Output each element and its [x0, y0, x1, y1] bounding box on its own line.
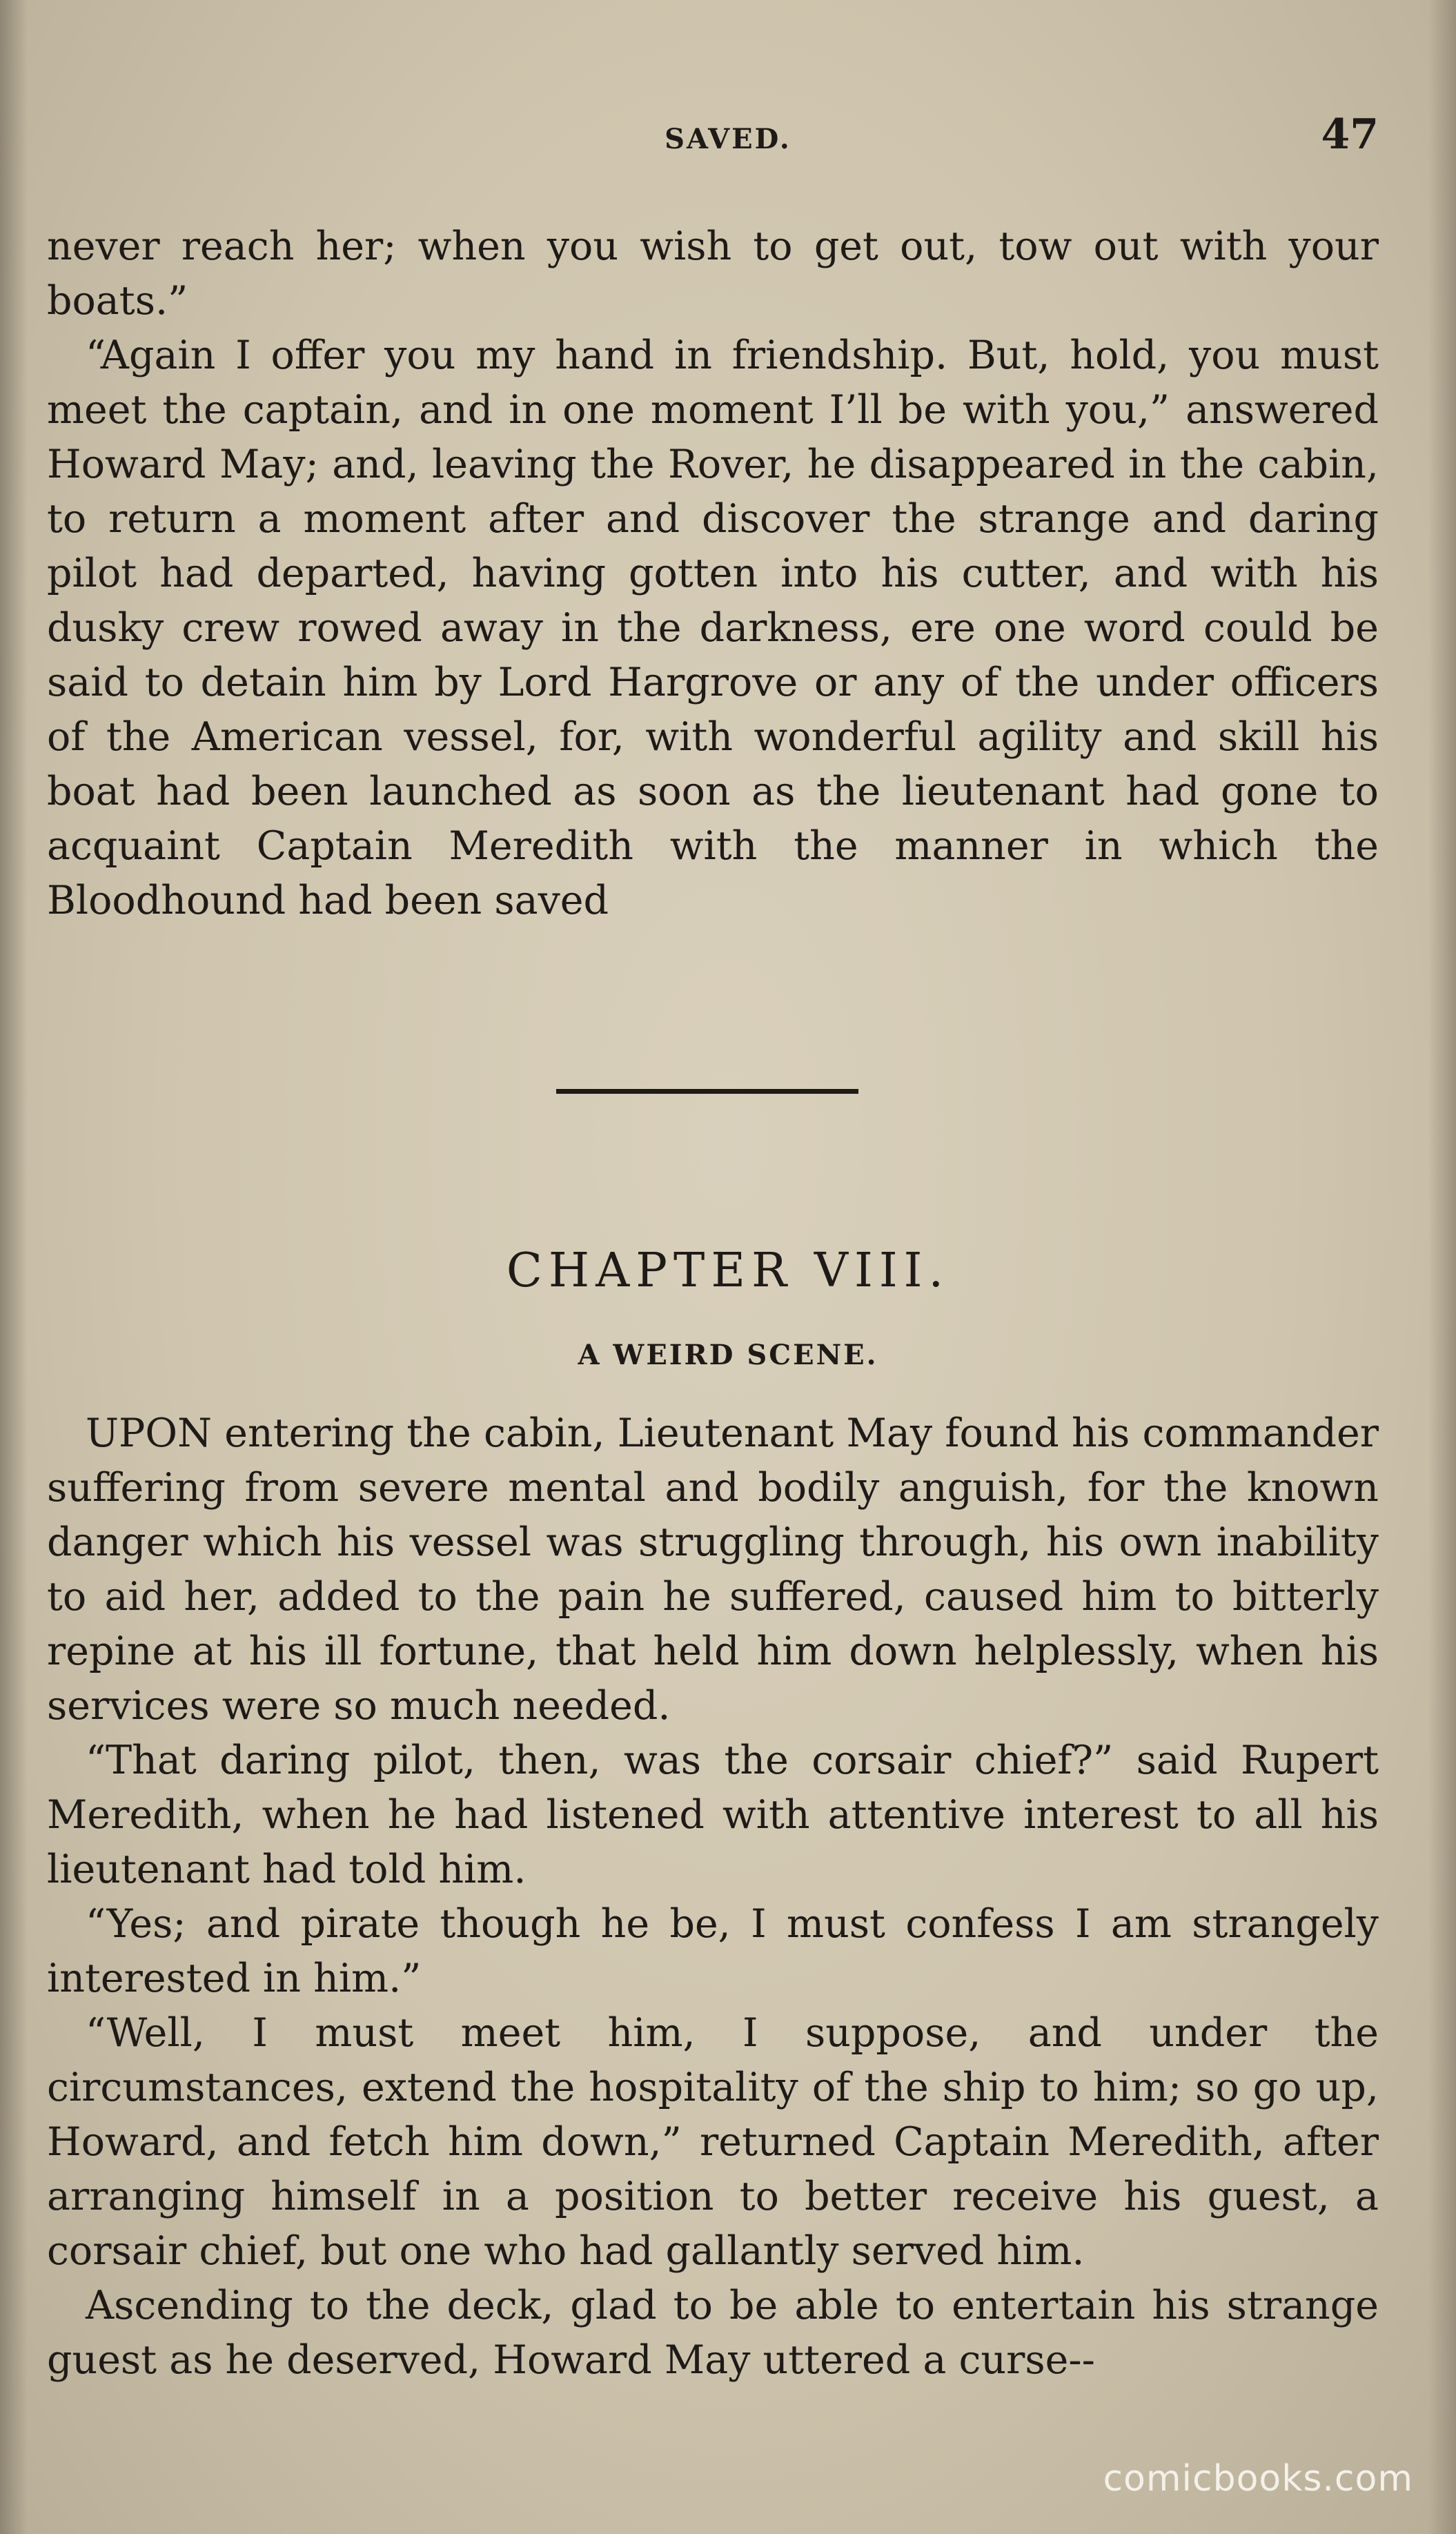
paragraph: UPON entering the cabin, Lieutenant May found his commander suffering from severe mental and bodily anguish, for the known danger which his vessel was struggling through, his own inability to aid her, added to the pain he suffered, caused him to bitterly repine at his ill fortune, that held him down helplessly, when his services were so much needed.	[47, 1411, 1379, 1729]
chapter-subtitle: A WEIRD SCENE.	[578, 1339, 878, 1371]
paragraph: “Well, I must meet him, I suppose, and under the circumstances, extend the hospitality of the ship to him; so go up, Howard, and fetch him down,” returned Captain Meredith, after arranging himself in a position to better receive his guest, a corsair chief, but one who had gallantly served him.	[47, 2010, 1379, 2274]
page-number: 47	[1321, 110, 1379, 159]
paragraph: “Again I offer you my hand in friendship. But, hold, you must meet the captain, and in one moment I’ll be with you,” answered Howard May; and, leaving the Rover, he disappeared in the cabin, to return a moment after and discover the strange and daring pilot had departed, having gotten into his cutter, and with his dusky crew rowed away in the darkness, ere one word could be said to detain him by Lord Hargrove or any of the under officers of the American vessel, for, with wonderful agility and skill his boat had been launched as soon as the lieutenant had gone to acquaint Captain Meredith with the manner in which the Bloodhound had been saved	[47, 333, 1379, 923]
text-block-bottom	[47, 1406, 1379, 2388]
running-head: SAVED.	[665, 123, 791, 155]
paragraph: “Yes; and pirate though he be, I must confess I am strangely interested in him.”	[47, 1901, 1379, 2001]
watermark: comicbooks.com	[1103, 2458, 1413, 2499]
section-divider-rule	[556, 1089, 858, 1094]
paragraph: never reach her; when you wish to get out, tow out with your boats.”	[47, 224, 1379, 324]
paragraph: Ascending to the deck, glad to be able to entertain his strange guest as he deserved, Howard May uttered a curse--	[47, 2283, 1379, 2383]
text-block-top	[47, 219, 1379, 928]
paragraph: “That daring pilot, then, was the corsair chief?” said Rupert Meredith, when he had listened with attentive interest to all his lieutenant had told him.	[47, 1738, 1379, 1892]
chapter-title: CHAPTER VIII.	[506, 1244, 950, 1298]
